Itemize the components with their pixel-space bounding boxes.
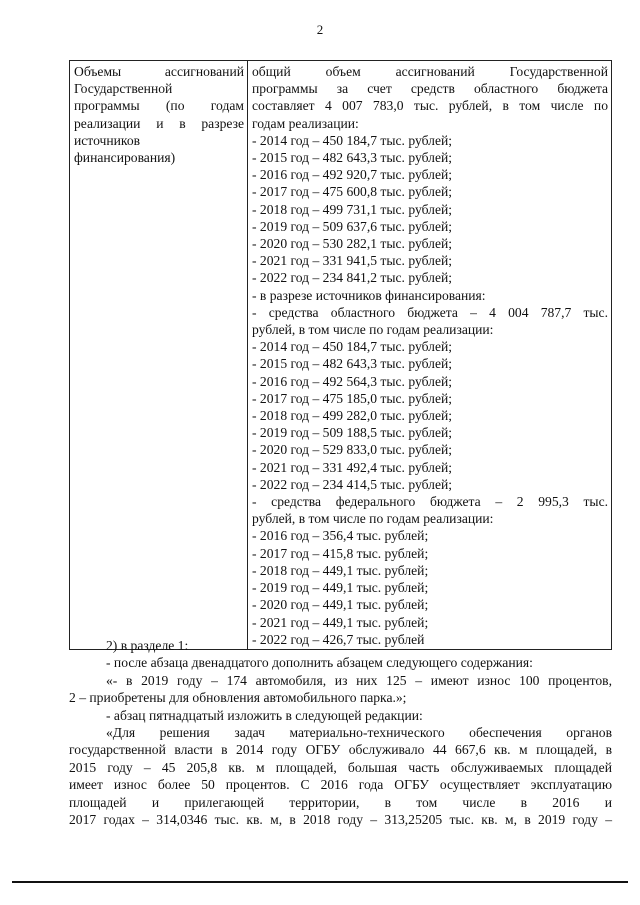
section-line: 2) в разделе 1:	[106, 638, 189, 653]
quoted-paragraph: имеет износ более 50 процентов. С 2016 года ОГБУ осуществляет эксплуатацию	[69, 777, 612, 793]
regional-budget-line: рублей, в том числе по годам реализации:	[252, 322, 494, 338]
quoted-paragraph: государственной власти в 2014 году ОГБУ обслуживало 44 667,6 кв. м площадей, в	[69, 742, 612, 758]
label-line: программы (по годам	[74, 98, 244, 114]
federal-year-line: - 2018 год – 449,1 тыс. рублей;	[252, 562, 429, 578]
regional-budget-line: - средства областного бюджета – 4 004 787,7 тыс.	[252, 304, 608, 320]
quoted-paragraph: «- в 2019 году – 174 автомобиля, из них 125 – имеют износ 100 процентов,	[106, 672, 612, 688]
total-year-line: - 2014 год – 450 184,7 тыс. рублей;	[252, 132, 453, 148]
quoted-paragraph: 2017 годах – 314,0346 тыс. кв. м, в 2018 году – 313,25205 тыс. кв. м, в 2019 году –	[69, 812, 612, 828]
intro-line: составляет 4 007 783,0 тыс. рублей, в том числе по	[252, 98, 608, 114]
label-line: реализации и в разрезе	[74, 115, 244, 131]
regional-year-line: - 2019 год – 509 188,5 тыс. рублей;	[252, 425, 453, 441]
federal-year-line: - 2016 год – 356,4 тыс. рублей;	[252, 528, 429, 544]
total-year-line: - 2020 год – 530 282,1 тыс. рублей;	[252, 236, 453, 252]
regional-year-line: - 2018 год – 499 282,0 тыс. рублей;	[252, 408, 453, 424]
total-year-line: - 2018 год – 499 731,1 тыс. рублей;	[252, 201, 453, 217]
total-year-line: - 2021 год – 331 941,5 тыс. рублей;	[252, 253, 453, 269]
total-year-line: - 2015 год – 482 643,3 тыс. рублей;	[252, 150, 453, 166]
regional-year-line: - 2022 год – 234 414,5 тыс. рублей;	[252, 476, 453, 492]
federal-year-line: - 2022 год – 426,7 тыс. рублей	[252, 631, 425, 647]
total-year-line: - 2022 год – 234 841,2 тыс. рублей;	[252, 270, 453, 286]
federal-year-line: - 2021 год – 449,1 тыс. рублей;	[252, 614, 429, 630]
regional-year-line: - 2020 год – 529 833,0 тыс. рублей;	[252, 442, 453, 458]
intro-line: программы за счет средств областного бюджета	[252, 81, 608, 97]
regional-year-line: - 2014 год – 450 184,7 тыс. рублей;	[252, 339, 453, 355]
allocation-table	[69, 60, 612, 650]
label-line: Объемы ассигнований	[74, 64, 244, 79]
federal-year-line: - 2017 год – 415,8 тыс. рублей;	[252, 545, 429, 561]
intro-line: общий объем ассигнований Государственной	[252, 64, 608, 79]
label-line: Государственной	[74, 81, 173, 97]
instruction-paragraph: - абзац пятнадцатый изложить в следующей редакции:	[106, 707, 423, 723]
quoted-paragraph: 2015 году – 45 205,8 кв. м площадей, большая часть обслуживаемых площадей	[69, 759, 612, 775]
regional-year-line: - 2016 год – 492 564,3 тыс. рублей;	[252, 373, 453, 389]
federal-budget-line: - средства федерального бюджета – 2 995,3 тыс.	[252, 494, 608, 510]
regional-year-line: - 2015 год – 482 643,3 тыс. рублей;	[252, 356, 453, 372]
instruction-paragraph: - после абзаца двенадцатого дополнить абзацем следующего содержания:	[106, 655, 533, 671]
label-cell	[70, 61, 248, 650]
total-year-line: - 2019 год – 509 637,6 тыс. рублей;	[252, 218, 453, 234]
table-row	[70, 61, 612, 650]
federal-year-line: - 2019 год – 449,1 тыс. рублей;	[252, 580, 429, 596]
sources-heading: - в разрезе источников финансирования:	[252, 287, 486, 303]
page-bottom-rule	[12, 881, 628, 883]
page-number: 2	[316, 22, 324, 37]
federal-budget-line: рублей, в том числе по годам реализации:	[252, 511, 494, 527]
quoted-paragraph: «Для решения задач материально-технического обеспечения органов	[106, 725, 612, 741]
intro-line: годам реализации:	[252, 115, 359, 131]
content-cell	[248, 61, 612, 650]
federal-year-line: - 2020 год – 449,1 тыс. рублей;	[252, 597, 429, 613]
regional-year-line: - 2021 год – 331 492,4 тыс. рублей;	[252, 459, 453, 475]
label-line: источников	[74, 132, 141, 148]
total-year-line: - 2016 год – 492 920,7 тыс. рублей;	[252, 167, 453, 183]
total-year-line: - 2017 год – 475 600,8 тыс. рублей;	[252, 184, 453, 200]
label-line: финансирования)	[74, 150, 176, 166]
quoted-paragraph: 2 – приобретены для обновления автомобильного парка.»;	[69, 690, 407, 706]
quoted-paragraph: площадей и прилегающей территории, в том числе в 2016 и	[69, 794, 612, 810]
amendment-text	[69, 637, 612, 828]
regional-year-line: - 2017 год – 475 185,0 тыс. рублей;	[252, 390, 453, 406]
